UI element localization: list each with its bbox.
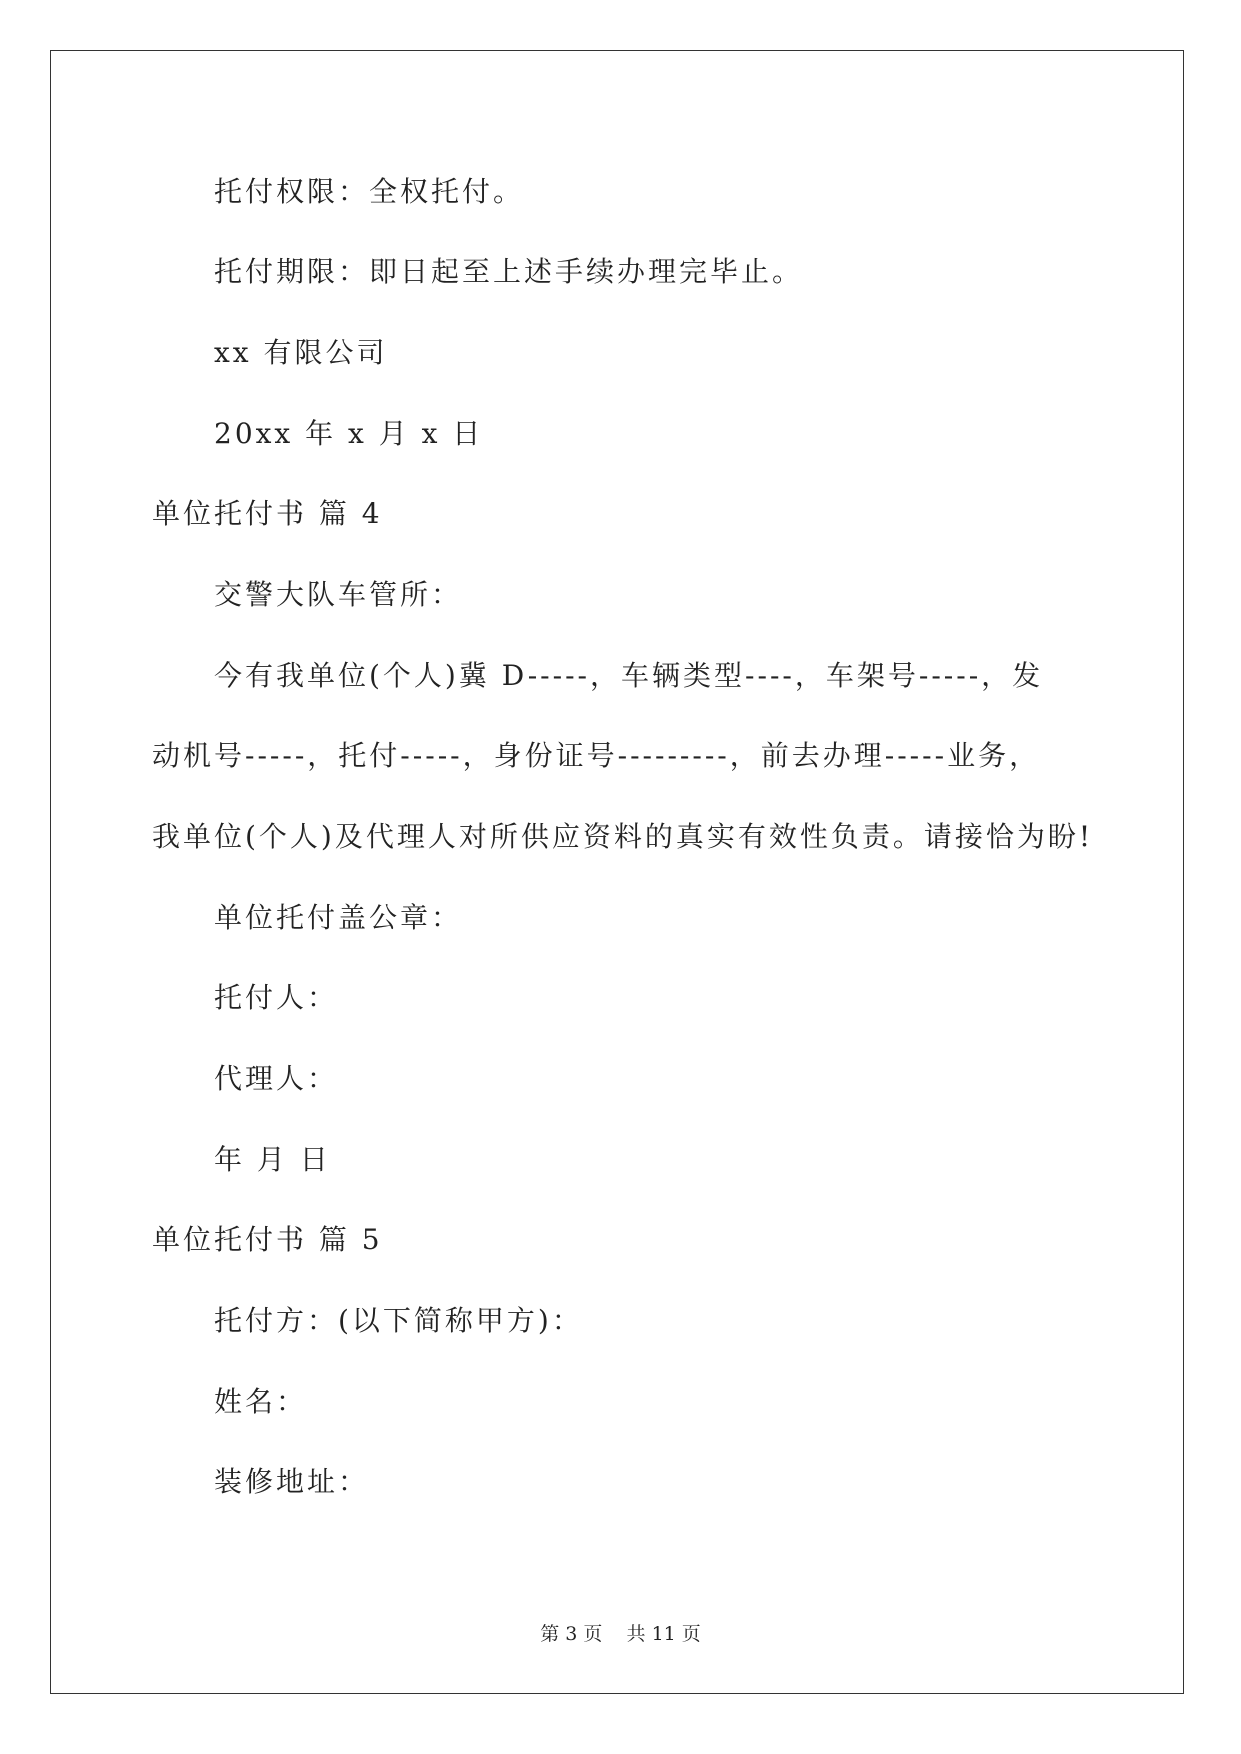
text-line: xx 有限公司 bbox=[214, 336, 388, 369]
text-line: 我单位(个人)及代理人对所供应资料的真实有效性负责。请接恰为盼! bbox=[152, 820, 1094, 853]
section-heading: 单位托付书 篇 5 bbox=[152, 1223, 383, 1256]
text-line: 年 月 日 bbox=[214, 1143, 331, 1176]
text-line: 托付权限：全权托付。 bbox=[214, 175, 525, 208]
page-total: 共 11 页 bbox=[626, 1623, 701, 1645]
section-heading: 单位托付书 篇 4 bbox=[152, 497, 383, 530]
text-line: 托付人： bbox=[214, 981, 339, 1014]
text-line: 交警大队车管所： bbox=[214, 578, 463, 611]
page-number: 第 3 页 bbox=[540, 1623, 603, 1645]
text-line: 今有我单位(个人)冀 D-----，车辆类型----，车架号-----，发 bbox=[214, 659, 1044, 692]
text-line: 20xx 年 x 月 x 日 bbox=[214, 417, 484, 450]
text-line: 托付方：(以下简称甲方)： bbox=[214, 1304, 583, 1337]
page-border bbox=[50, 50, 1184, 1694]
text-line: 托付期限：即日起至上述手续办理完毕止。 bbox=[214, 255, 804, 288]
text-line: 单位托付盖公章： bbox=[214, 901, 463, 934]
text-line: 装修地址： bbox=[214, 1465, 370, 1498]
text-line: 代理人： bbox=[214, 1062, 339, 1095]
text-line: 姓名： bbox=[214, 1385, 308, 1418]
text-line: 动机号-----，托付-----，身份证号---------，前去办理-----业务， bbox=[152, 739, 1041, 772]
page-footer bbox=[0, 1622, 1241, 1646]
